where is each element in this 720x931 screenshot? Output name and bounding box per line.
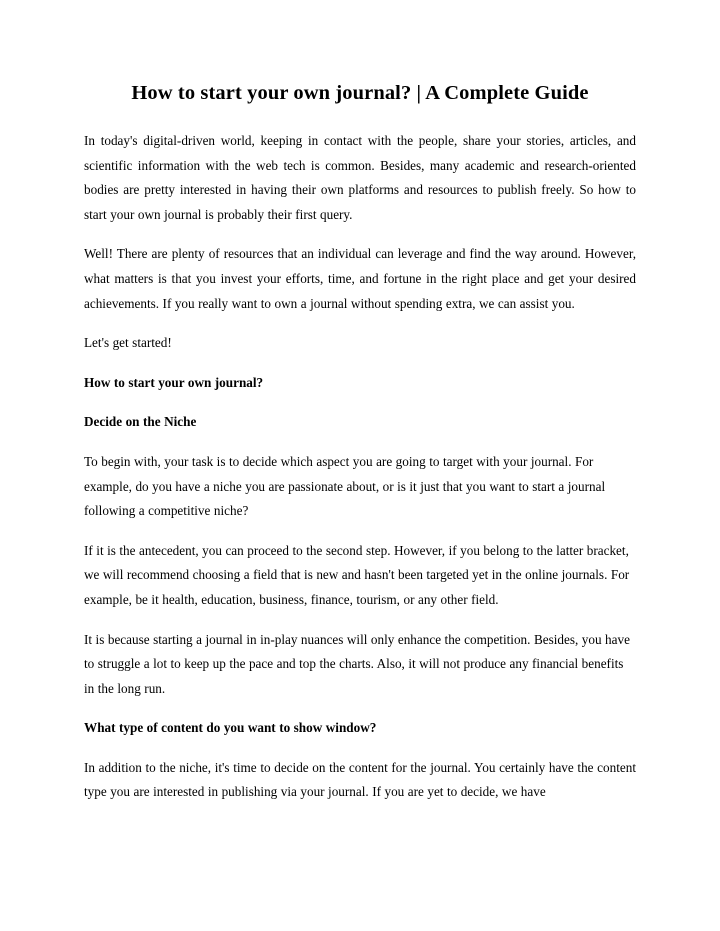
- body-paragraph: If it is the antecedent, you can proceed to the second step. However, if you belong to the latter bracket, we will recommend choosing a field that is new and hasn't been targeted yet in the online journals. For example, be it health, education, business, finance, tourism, or any other field.: [84, 542, 630, 607]
- body-paragraph: Let's get started!: [84, 335, 172, 351]
- body-paragraph: In addition to the niche, it's time to decide on the content for the journal. You certainly have the content type you are interested in publishing via your journal. If you are yet to decide, we have: [84, 759, 636, 800]
- body-paragraph: Well! There are plenty of resources that an individual can leverage and find the way around. However, what matters is that you invest your efforts, time, and fortune in the right place and get your desired achievements. If you really want to own a journal without spending extra, we can assist you.: [84, 246, 636, 311]
- section-heading: What type of content do you want to show window?: [84, 720, 377, 736]
- document-body: [84, 129, 636, 805]
- section-heading: How to start your own journal?: [84, 374, 264, 390]
- body-paragraph: In today's digital-driven world, keeping in contact with the people, share your stories, articles, and scientific information with the web tech is common. Besides, many academic and research-oriented bodies are pretty interested in having their own platforms and resources to publish freely. So how to start your own journal is probably their first query.: [84, 133, 636, 222]
- page-title: How to start your own journal? | A Complete Guide: [131, 82, 589, 104]
- body-paragraph: It is because starting a journal in in-play nuances will only enhance the competition. Besides, you have to struggle a lot to keep up the pace and top the charts. Also, it will not produce any financial benefits in the long run.: [84, 631, 630, 696]
- section-heading: Decide on the Niche: [84, 414, 197, 430]
- body-paragraph: To begin with, your task is to decide which aspect you are going to target with your journal. For example, do you have a niche you are passionate about, or is it just that you want to start a journal following a competitive niche?: [84, 453, 606, 519]
